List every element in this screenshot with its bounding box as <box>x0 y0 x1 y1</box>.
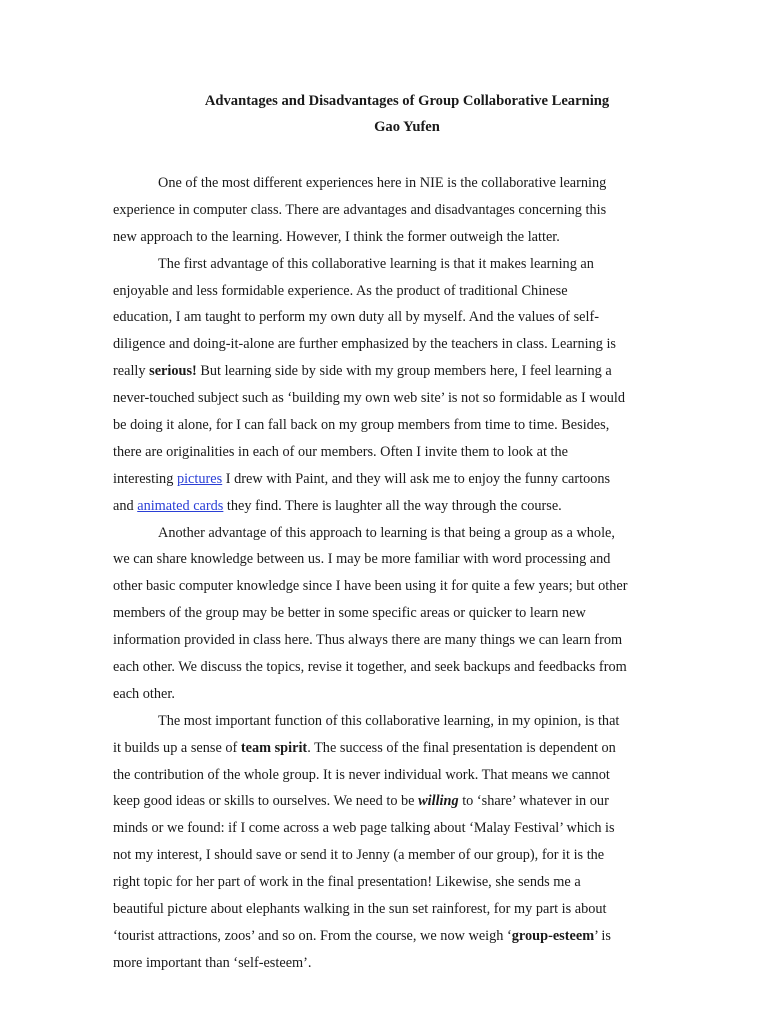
text-line: the contribution of the whole group. It is never individual work. That means we cannot <box>113 766 610 783</box>
text-line: be doing it alone, for I can fall back on my group members from time to time. Besides, <box>113 417 610 434</box>
text-run: I drew with Paint, and they will ask me to enjoy the funny cartoons <box>222 470 611 487</box>
text-line: experience in computer class. There are advantages and disadvantages concerning this <box>113 201 607 218</box>
text-run: it builds up a sense of <box>113 739 241 756</box>
text-line: new approach to the learning. However, I think the former outweigh the latter. <box>113 228 560 245</box>
text-line: more important than ‘self-esteem’. <box>113 954 312 971</box>
text-run: ’ is <box>594 927 611 944</box>
text-line: Another advantage of this approach to learning is that being a group as a whole, <box>158 524 615 541</box>
text-line: right topic for her part of work in the final presentation! Likewise, she sends me a <box>113 874 581 891</box>
text-line <box>113 466 653 493</box>
text-run: and <box>113 497 138 514</box>
text-run: keep good ideas or skills to ourselves. We need to be <box>113 793 419 810</box>
text-line: each other. <box>113 685 175 702</box>
text-line: minds or we found: if I come across a web page talking about ‘Malay Festival’ which is <box>113 820 615 837</box>
text-line: not my interest, I should save or send it to Jenny (a member of our group), for it is the <box>113 847 605 864</box>
text-run: they find. There is laughter all the way through the course. <box>223 497 562 514</box>
essay-body <box>113 170 653 977</box>
pictures-link[interactable]: pictures <box>176 470 223 487</box>
text-run: But learning side by side with my group members here, I feel learning a <box>196 363 612 380</box>
text-line: education, I am taught to perform my own duty all by myself. And the values of self- <box>113 309 599 326</box>
text-line: One of the most different experiences here in NIE is the collaborative learning <box>158 175 607 191</box>
text-line: there are originalities in each of our members. Often I invite them to look at the <box>113 443 568 460</box>
emphasis-willing: willing <box>418 793 459 810</box>
text-line: we can share knowledge between us. I may be more familiar with word processing and <box>113 551 611 568</box>
text-line <box>113 493 653 520</box>
document-author: Gao Yufen <box>374 119 440 135</box>
text-run: to ‘share’ whatever in our <box>458 793 609 810</box>
text-line <box>113 923 653 950</box>
emphasis-group-esteem: group-esteem <box>511 927 595 944</box>
text-line <box>113 735 653 762</box>
text-run: ‘tourist attractions, zoos’ and so on. From the course, we now weigh ‘ <box>113 927 512 944</box>
text-run: really <box>113 363 150 380</box>
text-line: never-touched subject such as ‘building my own web site’ is not so formidable as I would <box>113 390 626 407</box>
text-line: each other. We discuss the topics, revise it together, and seek backups and feedbacks from <box>113 659 627 676</box>
text-line: The most important function of this collaborative learning, in my opinion, is that <box>158 712 620 729</box>
text-line: information provided in class here. Thus always there are many things we can learn from <box>113 632 623 649</box>
text-line: beautiful picture about elephants walking in the sun set rainforest, for my part is about <box>113 901 607 918</box>
text-line: The first advantage of this collaborative learning is that it makes learning an <box>158 255 594 272</box>
text-line: diligence and doing-it-alone are further emphasized by the teachers in class. Learning is <box>113 336 616 353</box>
text-run: interesting <box>113 470 177 487</box>
document-title: Advantages and Disadvantages of Group Collaborative Learning <box>204 93 610 109</box>
emphasis-serious: serious! <box>149 363 197 380</box>
text-line <box>113 358 653 385</box>
text-line: enjoyable and less formidable experience. As the product of traditional Chinese <box>113 282 568 299</box>
text-run: . The success of the final presentation is dependent on <box>307 739 616 756</box>
text-line <box>113 788 653 815</box>
text-line: other basic computer knowledge since I have been using it for quite a few years; but other <box>113 578 628 595</box>
animated-cards-link[interactable]: animated cards <box>137 497 224 514</box>
text-line: members of the group may be better in some specific areas or quicker to learn new <box>113 605 586 622</box>
emphasis-team-spirit: team spirit <box>240 739 308 756</box>
